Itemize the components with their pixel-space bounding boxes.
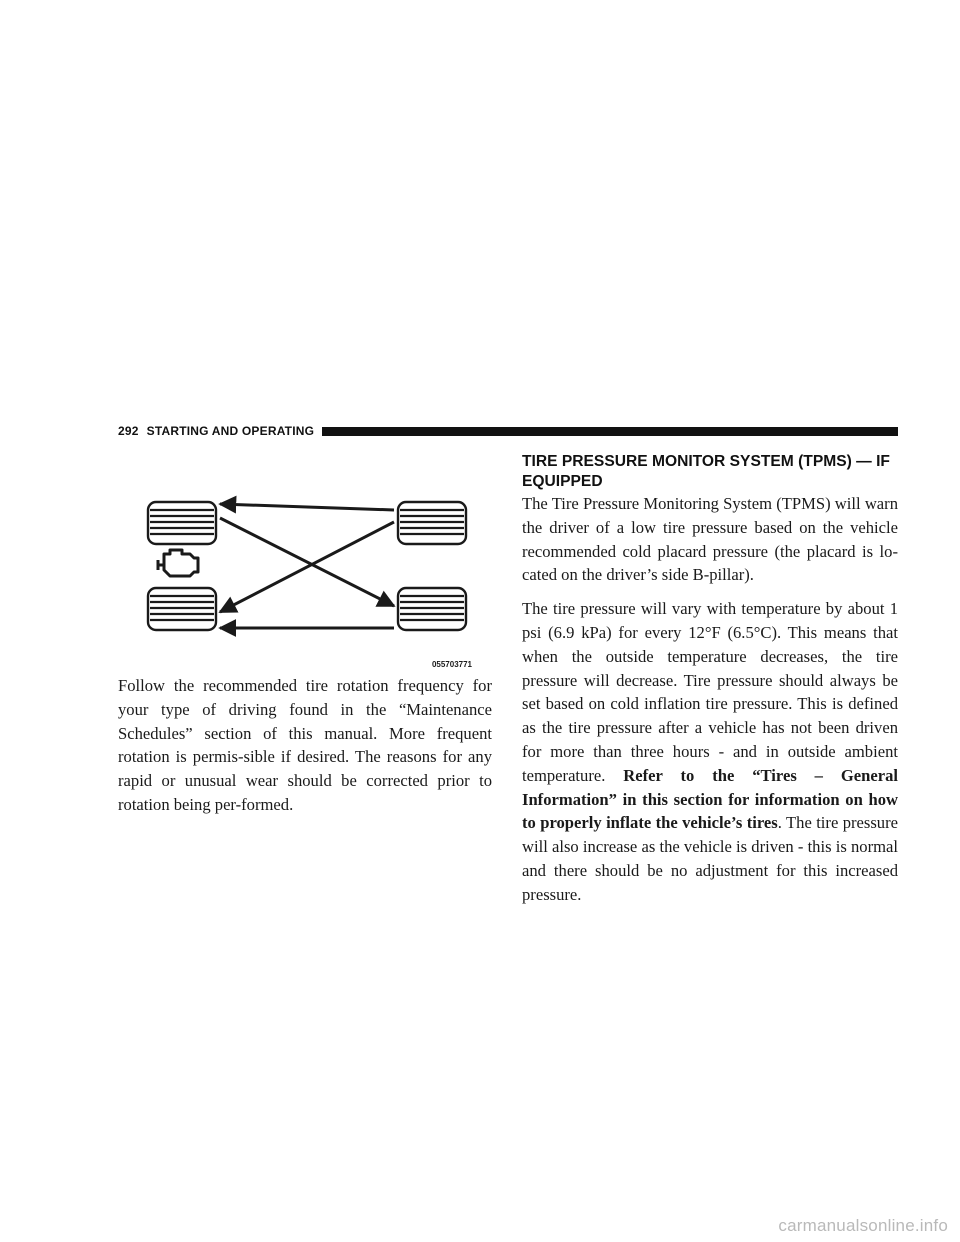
tpms-p2-bold: Refer to the “Tires – General Information” in this section for information on how to properly inflate the vehicle’s tires bbox=[522, 765, 898, 833]
tpms-paragraph-2 bbox=[522, 597, 898, 906]
right-column bbox=[522, 452, 898, 907]
tpms-p2-start: The tire pressure will vary with temperature by about 1 psi (6.9 kPa) for every 12°F (6.5°C). This means that when the outside temperature decreases, the tire pressure will decrease. Tire pressure should always be set based on cold inflation tire pressure. This is defined as the tire pressure after a vehicle has not been driven for more than three hours - and in outside ambient temperature. bbox=[522, 599, 898, 785]
tire-icon bbox=[148, 502, 216, 544]
rotation-paragraph: Follow the recommended tire rotation frequency for your type of driving found in the “Maintenance Schedules” section of this manual. More frequent rotation is permis-sible if desired. The reasons for any rapid or unusual wear should be corrected prior to rotation being per-formed. bbox=[118, 676, 492, 814]
watermark[interactable]: carmanualsonline.info bbox=[778, 1216, 948, 1235]
figure-code: 055703771 bbox=[431, 660, 472, 669]
tire-icon bbox=[148, 588, 216, 630]
page-number: 292 bbox=[118, 424, 139, 438]
tpms-paragraph-1: The Tire Pressure Monitoring System (TPMS) will warn the driver of a low tire pressure based on the vehicle recommended cold placard pressure (the placard is lo-cated on the driver’s side B-pillar). bbox=[522, 494, 898, 585]
tire-icon bbox=[398, 588, 466, 630]
page-header bbox=[118, 422, 898, 440]
tire-icon bbox=[398, 502, 466, 544]
section-title: STARTING AND OPERATING bbox=[146, 424, 315, 438]
header-rule bbox=[322, 427, 898, 436]
tpms-p2-end: . The tire pressure will also increase as the vehicle is driven - this is normal and there should be no adjustment for this increased pressure. bbox=[522, 813, 898, 904]
tpms-heading: TIRE PRESSURE MONITOR SYSTEM (TPMS) — IF EQUIPPED bbox=[522, 453, 890, 490]
left-column bbox=[118, 674, 492, 817]
tire-rotation-diagram bbox=[118, 482, 478, 674]
engine-icon bbox=[158, 550, 198, 576]
arrow-icon bbox=[220, 504, 394, 628]
